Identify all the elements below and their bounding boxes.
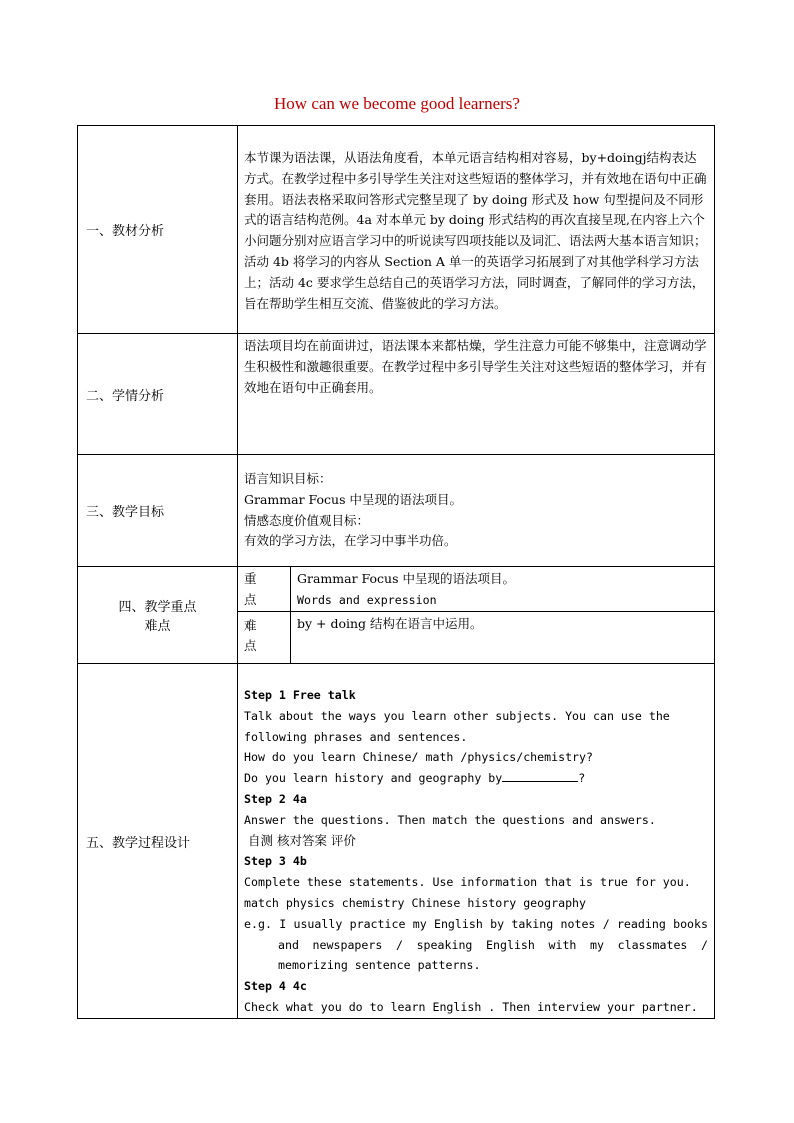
key-points-text: Grammar Focus 中呈现的语法项目。 Words and expression <box>297 571 515 607</box>
goal-attitude-text: 有效的学习方法，在学习中事半功倍。 <box>244 533 457 549</box>
row-material-analysis <box>78 126 715 334</box>
difficult-points-row <box>238 611 714 663</box>
step-1-instruction: Talk about the ways you learn other subjects. You can use the following phrases and sentences. <box>244 708 670 744</box>
goal-knowledge-heading: 语言知识目标： <box>244 471 332 486</box>
step-1-heading: Step 1 Free talk <box>244 688 356 703</box>
step-1-question-2: Do you learn history and geography by ? <box>244 771 586 786</box>
difficult-points-label: 难 点 <box>244 617 257 654</box>
row-teaching-goals <box>78 455 715 567</box>
student-analysis-text: 语法项目均在前面讲过，语法课本来都枯燥，学生注意力可能不够集中，注意调动学生积极性和激趣很重要。在教学过程中多引导学生关注对这些短语的整体学习，并有效地在语句中正确套用。 <box>244 338 707 395</box>
label-material-analysis: 一、教材分析 <box>78 126 238 334</box>
row-key-difficult-points <box>78 567 715 664</box>
page-title: How can we become good learners? <box>274 94 520 113</box>
lesson-plan-table <box>77 125 715 1019</box>
row-teaching-process <box>78 664 715 1019</box>
answer-blank <box>502 769 578 782</box>
teaching-process-content <box>238 664 714 1018</box>
teaching-goals-content <box>238 455 714 552</box>
step-1-question-1: How do you learn Chinese/ math /physics/chemistry? <box>244 750 594 765</box>
goal-attitude-heading: 情感态度价值观目标： <box>244 512 370 528</box>
step-3-example: e.g. I usually practice my English by taking notes / reading books and newspapers / speaking English with my classmates / memorizing sentence patterns. <box>244 916 708 973</box>
row-student-analysis <box>78 334 715 455</box>
step-3-instruction: Complete these statements. Use information that is true for you. <box>244 875 691 890</box>
label-teaching-process: 五、教学过程设计 <box>78 664 238 1019</box>
label-key-points: 四、教学重点 <box>118 600 197 616</box>
label-student-analysis: 二、学情分析 <box>78 334 238 455</box>
step-3-subjects: match physics chemistry Chinese history geography <box>244 896 587 911</box>
step-4-instruction: Check what you do to learn English . Then interview your partner. <box>244 1000 698 1015</box>
difficult-points-text: by + doing 结构在语言中运用。 <box>297 615 483 631</box>
step-2-activities: 自测 核对答案 评价 <box>244 832 356 848</box>
step-4-heading: Step 4 4c <box>244 979 307 994</box>
label-teaching-goals: 三、教学目标 <box>78 455 238 567</box>
step-2-heading: Step 2 4a <box>244 792 307 807</box>
label-key-difficult-points <box>78 567 238 664</box>
step-2-instruction: Answer the questions. Then match the questions and answers. <box>244 812 656 827</box>
key-points-label: 重 点 <box>244 571 257 607</box>
key-points-row <box>238 567 714 611</box>
step-3-heading: Step 3 4b <box>244 854 307 869</box>
material-analysis-text: 本节课为语法课，从语法角度看，本单元语言结构相对容易，by+doingj结构表达方式。在教学过程中多引导学生关注对这些短语的整体学习，并有效地在语句中正确套用。语法表格采取问答形式完整呈现了 by doing 形式及 how 句型提问及不同形式的语言结构范例。4a 对本单元 by doing 形式结构的再次直接呈现,在内容上六个小问题分别对应语言学习中的听说读写四项技能以及词汇、语法两大基本语言知识；活动 4b 将学习的内容从 Section A 单一的英语学习拓展到了对其他学科学习方法上；活动 4c 要求学生总结自己的英语学习方法，同时调查，了解同伴的学习方法，旨在帮助学生相互交流、借鉴彼此的学习方法。 <box>244 150 707 311</box>
key-difficult-subtable <box>238 567 714 663</box>
label-difficult-points: 难点 <box>144 619 171 635</box>
goal-knowledge-text: Grammar Focus 中呈现的语法项目。 <box>244 491 462 507</box>
